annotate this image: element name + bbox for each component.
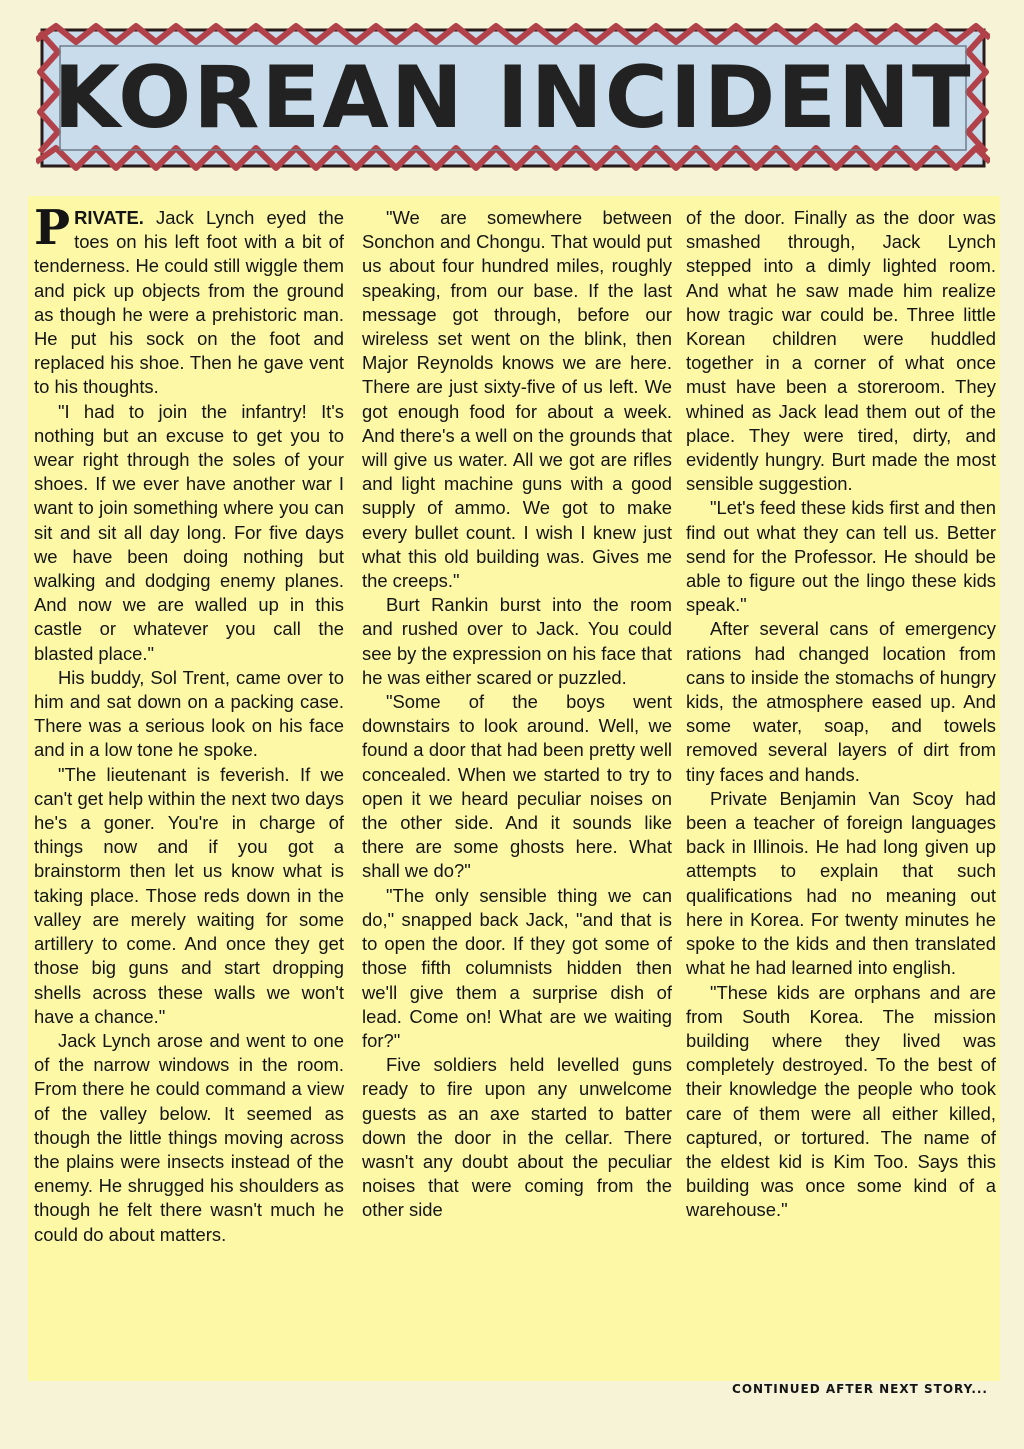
paragraph: Five soldiers held levelled guns ready to fire upon any unwelcome guests as an axe started to batter down the door in the cellar. There wasn't any doubt about the peculiar noises that were coming from the other side (362, 1054, 672, 1221)
paragraph: His buddy, Sol Trent, came over to him and sat down on a packing case. There was a serious look on his face and in a low tone he spoke. (34, 666, 344, 761)
story-title: KOREAN INCIDENT (53, 48, 973, 148)
opening-word: RIVATE. (74, 207, 144, 228)
paragraph: "Let's feed these kids first and then find out what they can tell us. Better send for the Professor. He should be able to figure out the lingo these kids speak." (686, 497, 996, 616)
title-banner (36, 22, 990, 174)
paragraph: "We are somewhere between Sonchon and Chongu. That would put us about four hundred miles, roughly speaking, from our base. If the last message got through, before our wireless set went on the blink, then Major Reynolds knows we are here. There are just sixty-five of us left. We got enough food for about a week. And there's a well on the grounds that will give us water. All we got are rifles and light machine guns with a good supply of ammo. We got to make every bullet count. I wish I knew just what this old building was. Gives me the creeps." (362, 207, 672, 592)
paragraph: After several cans of emergency rations had changed location from cans to inside the stomachs of hungry kids, the atmosphere eased up. And some water, soap, and towels removed several layers of dirt from tiny faces and hands. (686, 618, 996, 785)
text-column-1 (34, 206, 344, 1376)
text-column-2 (362, 206, 672, 1376)
paragraph: Private Benjamin Van Scoy had been a teacher of foreign languages back in Illinois. He had long given up attempts to explain that such qualifications had no meaning out here in Korea. For twenty minutes he spoke to the kids and then translated what he had learned into english. (686, 787, 996, 979)
paragraph: "The only sensible thing we can do," snapped back Jack, "and that is to open the door. If they got some of those fifth columnists hidden then we'll give them a surprise dish of lead. Come on! What are we waiting for?" (362, 884, 672, 1051)
paragraph: "The lieutenant is feverish. If we can't get help within the next two days he's a goner. You're in charge of things now and if you got a brainstorm then let us know what is taking place. Those reds down in the valley are merely waiting for some artillery to come. And once they get those big guns and start dropping shells across these walls we won't have a chance." (34, 763, 344, 1027)
text-column-3 (686, 206, 996, 1376)
paragraph: "I had to join the infantry! It's nothing but an excuse to get you to wear right through the soles of your shoes. If we ever have another war I want to join something where you can sit and sit all day long. For five days we have been doing nothing but walking and dodging enemy planes. And now we are walled up in this castle or whatever you call the blasted place." (34, 400, 344, 664)
paragraph: Burt Rankin burst into the room and rushed over to Jack. You could see by the expression on his face that he was either scared or puzzled. (362, 594, 672, 688)
drop-cap: P (34, 206, 71, 256)
paragraph: of the door. Finally as the door was smashed through, Jack Lynch stepped into a dimly lighted room. And what he saw made him realize how tragic war could be. Three little Korean children were huddled together in a corner of what once must have been a storeroom. They whined as Jack lead them out of the place. They were tired, dirty, and evidently hungry. Burt made the most sensible suggestion. (686, 207, 996, 495)
story-text-block (28, 196, 1000, 1381)
paragraph: "These kids are orphans and are from South Korea. The mission building where they lived was completely destroyed. To the best of their knowledge the people who took care of them were all either killed, captured, or tortured. The name of the eldest kid is Kim Too. Says this building was once some kind of a warehouse." (686, 981, 996, 1221)
paragraph-1: PRIVATE. Jack Lynch eyed the toes on his left foot with a bit of tenderness. He could still wiggle them and pick up objects from the ground as though he were a prehistoric man. He put his sock on the foot and replaced his shoe. Then he gave vent to his thoughts. (34, 206, 344, 398)
paragraph: Jack Lynch arose and went to one of the narrow windows in the room. From there he could command a view of the valley below. It seemed as though the little things moving across the plains were insects instead of the enemy. He shrugged his shoulders as though he felt there wasn't much he could do about matters. (34, 1029, 344, 1245)
continued-note: CONTINUED AFTER NEXT STORY... (732, 1382, 988, 1396)
paragraph: "Some of the boys went downstairs to look around. Well, we found a door that had been pretty well concealed. When we started to try to open it we heard peculiar noises on the other side. And it sounds like there are some ghosts here. What shall we do?" (362, 691, 672, 882)
